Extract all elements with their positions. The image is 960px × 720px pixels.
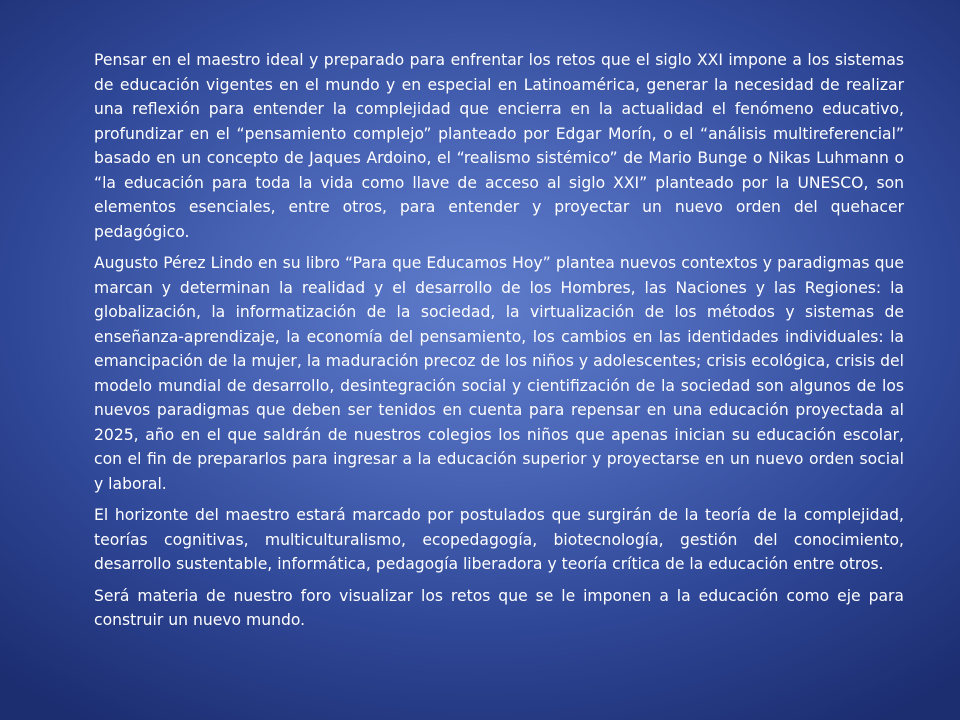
paragraph-1: Pensar en el maestro ideal y preparado para enfrentar los retos que el siglo XXI impone a los sistemas de educación vigentes en el mundo y en especial en Latinoamérica, generar la necesidad de realizar una reflexión para entender la complejidad que encierra en la actualidad el fenómeno educativo, profundizar en el “pensamiento complejo” planteado por Edgar Morín, o el “análisis multireferencial” basado en un concepto de Jaques Ardoino, el “realismo sistémico” de Mario Bunge o Nikas Luhmann o “la educación para toda la vida como llave de acceso al siglo XXI” planteado por la UNESCO, son elementos esenciales, entre otros, para entender y proyectar un nuevo orden del quehacer pedagógico. (94, 51, 904, 241)
paragraph-3: El horizonte del maestro estará marcado por postulados que surgirán de la teoría de la complejidad, teorías cognitivas, multiculturalismo, ecopedagogía, biotecnología, gestión del conocimiento, desarrollo sustentable, informática, pedagogía liberadora y teoría crítica de la educación entre otros. (94, 506, 904, 573)
slide-text-body (94, 48, 904, 640)
paragraph-4: Será materia de nuestro foro visualizar los retos que se le imponen a la educación como eje para construir un nuevo mundo. (94, 586, 904, 629)
paragraph-2: Augusto Pérez Lindo en su libro “Para que Educamos Hoy” plantea nuevos contextos y paradigmas que marcan y determinan la realidad y el desarrollo de los Hombres, las Naciones y las Regiones: la globalización, la informatización de la sociedad, la virtualización de los métodos y sistemas de enseñanza-aprendizaje, la economía del pensamiento, los cambios en las identidades individuales: la emancipación de la mujer, la maduración precoz de los niños y adolescentes; crisis ecológica, crisis del modelo mundial de desarrollo, desintegración social y cientifización de la sociedad son algunos de los nuevos paradigmas que deben ser tenidos en cuenta para repensar en una educación proyectada al 2025, año en el que saldrán de nuestros colegios los niños que apenas inician su educación escolar, con el fin de prepararlos para ingresar a la educación superior y proyectarse en un nuevo orden social y laboral. (94, 254, 904, 493)
